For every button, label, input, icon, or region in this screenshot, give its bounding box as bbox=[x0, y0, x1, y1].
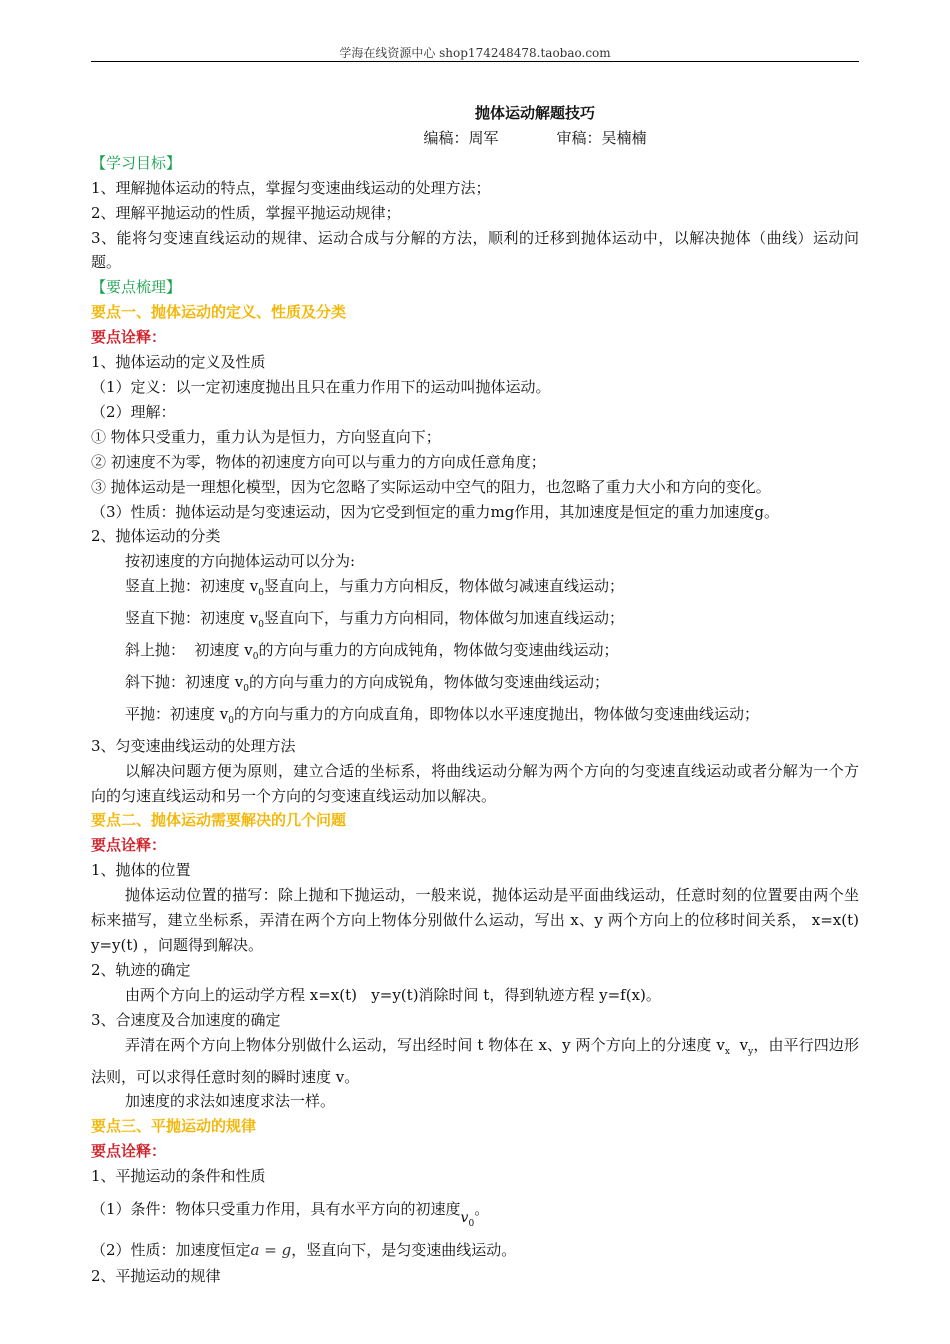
class-text: 竖直向下，与重力方向相同，物体做匀加速直线运动； bbox=[263, 609, 624, 628]
k1-line-2: （1）定义：以一定初速度抛出且只在重力作用下的运动叫抛体运动。 bbox=[91, 377, 551, 396]
text: v bbox=[729, 1035, 749, 1054]
keypoint-1-title: 要点一、抛体运动的定义、性质及分类 bbox=[91, 303, 347, 322]
class-oblique-up bbox=[91, 638, 859, 670]
document-body bbox=[91, 101, 874, 1289]
subscript: 0 bbox=[468, 1218, 475, 1229]
doc-editor: 编稿：周军 bbox=[423, 128, 499, 147]
class-text: 的方向与重力的方向成锐角，物体做匀变速曲线运动； bbox=[248, 672, 609, 691]
keypoint-2-title: 要点二、抛体运动需要解决的几个问题 bbox=[91, 811, 347, 830]
section-learning-goals: 【学习目标】 bbox=[91, 153, 182, 172]
k2-paragraph-1: 抛体运动位置的描写：除上抛和下抛运动，一般来说，抛体运动是平面曲线运动，任意时刻的位置要由两个坐标来描写，建立坐标系，弄清在两个方向上物体分别做什么运动，写出 x、y 两个方向上的位移时间关系， x=x(t) y=y(t) ，问题得到解决。 bbox=[91, 886, 874, 954]
k3-condition bbox=[91, 1189, 859, 1236]
k2-line-2: 2、轨迹的确定 bbox=[91, 960, 191, 979]
text: （2）性质：加速度恒定 bbox=[91, 1240, 251, 1259]
class-horizontal bbox=[91, 702, 859, 734]
text: ，由平行四边形法则，可以求得任意时刻的瞬时速度 v。 bbox=[91, 1035, 859, 1086]
k1-line-4: ① 物体只受重力，重力认为是恒力，方向竖直向下； bbox=[91, 427, 441, 446]
class-text: 竖直向上，与重力方向相反，物体做匀减速直线运动； bbox=[263, 577, 624, 596]
class-text: 平抛：初速度 v bbox=[125, 704, 229, 723]
keypoint-2-note: 要点诠释： bbox=[91, 836, 167, 855]
k2-paragraph-3 bbox=[91, 1033, 859, 1090]
k3-line-4: 2、平抛运动的规律 bbox=[91, 1266, 221, 1285]
subscript: 0 bbox=[258, 588, 264, 599]
k1-line-9: 按初速度的方向抛体运动可以分为: bbox=[125, 552, 356, 571]
class-text: 斜下抛：初速度 v bbox=[125, 672, 244, 691]
goal-item-2: 2、理解平抛运动的性质，掌握平抛运动规律； bbox=[91, 203, 401, 222]
k1-line-7: （3）性质：抛体运动是匀变速运动，因为它受到恒定的重力mg作用，其加速度是恒定的重力加速度g。 bbox=[91, 502, 779, 521]
k2-line-3: 3、合速度及合加速度的确定 bbox=[91, 1010, 281, 1029]
k2-paragraph-4: 加速度的求法如速度求法一样。 bbox=[125, 1092, 336, 1111]
class-vertical-down bbox=[91, 606, 859, 638]
k1-line-5: ② 初速度不为零，物体的初速度方向可以与重力的方向成任意角度； bbox=[91, 452, 546, 471]
subscript: 0 bbox=[252, 652, 259, 663]
class-text: 竖直下抛：初速度 v bbox=[125, 609, 259, 628]
k3-line-1: 1、平抛运动的条件和性质 bbox=[91, 1167, 266, 1186]
k1-line-8: 2、抛体运动的分类 bbox=[91, 527, 221, 546]
text: 。 bbox=[474, 1200, 490, 1219]
k2-paragraph-2: 由两个方向上的运动学方程 x=x(t) y=y(t)消除时间 t，得到轨迹方程 y=f(x)。 bbox=[125, 985, 661, 1004]
text: 弄清在两个方向上物体分别做什么运动，写出经时间 t 物体在 x、y 两个方向上的分速度 v bbox=[125, 1035, 725, 1054]
class-text: 竖直上抛：初速度 v bbox=[125, 577, 259, 596]
section-key-points: 【要点梳理】 bbox=[91, 278, 182, 297]
k2-line-1: 1、抛体的位置 bbox=[91, 861, 191, 880]
class-oblique-down bbox=[91, 670, 859, 702]
text: ，竖直向下，是匀变速曲线运动。 bbox=[291, 1240, 517, 1259]
class-text: 的方向与重力的方向成直角，即物体以水平速度抛出，物体做匀变速曲线运动； bbox=[233, 704, 759, 723]
doc-credits bbox=[91, 126, 859, 151]
doc-reviewer: 审稿：吴楠楠 bbox=[556, 128, 647, 147]
text: （1）条件：物体只受重力作用，具有水平方向的初速度 bbox=[91, 1200, 461, 1219]
k1-paragraph: 以解决问题方便为原则，建立合适的坐标系，将曲线运动分解为两个方向的匀变速直线运动或者分解为一个方向的匀速直线运动和另一个方向的匀变速直线运动加以解决。 bbox=[91, 761, 859, 805]
class-text: 斜上抛： 初速度 v bbox=[125, 641, 253, 660]
subscript: 0 bbox=[243, 683, 249, 694]
doc-title: 抛体运动解题技巧 bbox=[474, 104, 595, 122]
goal-item-3: 3、能将匀变速直线运动的规律、运动合成与分解的方法，顺利的迁移到抛体运动中，以解决抛体（曲线）运动问题。 bbox=[91, 228, 859, 272]
keypoint-3-title: 要点三、平抛运动的规律 bbox=[91, 1117, 257, 1136]
v-letter: v bbox=[460, 1210, 469, 1227]
subscript: 0 bbox=[228, 715, 234, 726]
class-vertical-up bbox=[91, 574, 859, 606]
k1-line-6: ③ 抛体运动是一理想化模型，因为它忽略了实际运动中空气的阻力，也忽略了重力大小和方向的变化。 bbox=[91, 477, 771, 496]
subscript: x bbox=[724, 1046, 730, 1057]
header-rule bbox=[91, 61, 859, 62]
subscript: 0 bbox=[258, 620, 264, 631]
subscript: y bbox=[748, 1046, 754, 1057]
keypoint-1-note: 要点诠释： bbox=[91, 328, 167, 347]
page-header: 学海在线资源中心 shop174248478.taobao.com bbox=[339, 46, 611, 60]
formula-a-eq-g: a = g bbox=[250, 1240, 292, 1259]
k1-line-3: （2）理解： bbox=[91, 402, 176, 421]
goal-item-1: 1、理解抛体运动的特点，掌握匀变速曲线运动的处理方法； bbox=[91, 178, 491, 197]
k3-property bbox=[91, 1236, 859, 1264]
class-text: 的方向与重力的方向成钝角，物体做匀变速曲线运动； bbox=[258, 641, 619, 660]
k1-line-10: 3、匀变速曲线运动的处理方法 bbox=[91, 736, 296, 755]
k1-line-1: 1、抛体运动的定义及性质 bbox=[91, 353, 266, 372]
keypoint-3-note: 要点诠释： bbox=[91, 1142, 167, 1161]
v0-symbol bbox=[461, 1198, 475, 1244]
